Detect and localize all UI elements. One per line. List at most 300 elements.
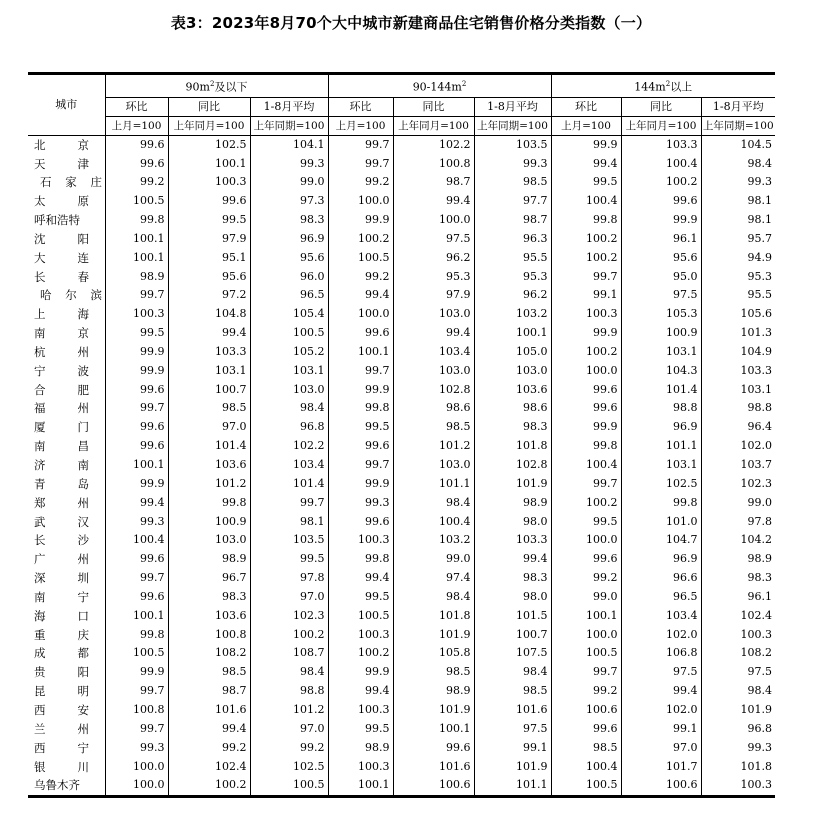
index-value: 95.6 (168, 268, 250, 287)
index-value: 97.0 (250, 720, 328, 739)
table-row (28, 192, 775, 211)
index-value: 98.3 (250, 211, 328, 230)
city-name: 西 安 (34, 702, 89, 717)
index-value: 98.7 (168, 682, 250, 701)
index-value: 98.9 (328, 739, 393, 758)
index-value: 96.7 (168, 569, 250, 588)
index-value: 99.4 (621, 682, 701, 701)
index-value: 98.6 (474, 399, 551, 418)
index-value: 102.8 (474, 456, 551, 475)
index-value: 99.8 (551, 437, 621, 456)
index-value: 99.3 (250, 155, 328, 174)
index-value: 101.5 (474, 607, 551, 626)
index-value: 99.8 (328, 399, 393, 418)
index-value: 103.1 (621, 456, 701, 475)
index-value: 100.6 (393, 776, 474, 796)
city-name: 贵 阳 (34, 665, 89, 680)
index-value: 99.4 (393, 324, 474, 343)
table-row (28, 758, 775, 777)
index-value: 99.3 (474, 155, 551, 174)
city-name: 深 圳 (34, 571, 89, 586)
index-value: 104.8 (168, 305, 250, 324)
table-row (28, 173, 775, 192)
index-value: 98.9 (168, 550, 250, 569)
index-value: 102.2 (393, 135, 474, 154)
index-value: 100.2 (328, 644, 393, 663)
index-value: 99.9 (328, 663, 393, 682)
index-value: 99.6 (328, 324, 393, 343)
index-value: 103.4 (621, 607, 701, 626)
index-value: 99.5 (328, 720, 393, 739)
index-value: 99.3 (701, 739, 775, 758)
index-value: 99.1 (621, 720, 701, 739)
index-value: 99.0 (393, 550, 474, 569)
index-value: 100.3 (701, 776, 775, 796)
index-value: 105.2 (250, 343, 328, 362)
index-value: 99.7 (250, 494, 328, 513)
index-value: 99.5 (250, 550, 328, 569)
index-value: 100.0 (105, 776, 168, 796)
index-value: 99.6 (105, 418, 168, 437)
index-value: 99.7 (105, 286, 168, 305)
city-name: 福 州 (34, 401, 89, 416)
index-value: 108.7 (250, 644, 328, 663)
index-value: 99.7 (105, 399, 168, 418)
table-row (28, 324, 775, 343)
index-value: 95.1 (168, 249, 250, 268)
index-value: 97.9 (393, 286, 474, 305)
index-value: 100.3 (328, 531, 393, 550)
table-row (28, 230, 775, 249)
index-value: 103.1 (701, 381, 775, 400)
table-row (28, 569, 775, 588)
index-value: 99.4 (328, 569, 393, 588)
city-name: 郑 州 (34, 495, 89, 510)
index-value: 101.9 (474, 475, 551, 494)
index-value: 103.3 (168, 343, 250, 362)
index-value: 98.4 (701, 682, 775, 701)
index-value: 100.3 (328, 758, 393, 777)
index-value: 100.1 (105, 249, 168, 268)
index-value: 99.9 (105, 362, 168, 381)
index-value: 99.2 (250, 739, 328, 758)
city-name: 海 口 (34, 608, 89, 623)
index-value: 100.3 (328, 626, 393, 645)
city-name: 合 肥 (34, 382, 89, 397)
index-value: 99.6 (105, 437, 168, 456)
index-value: 96.0 (250, 268, 328, 287)
index-value: 100.4 (621, 155, 701, 174)
index-value: 102.5 (250, 758, 328, 777)
index-value: 100.9 (621, 324, 701, 343)
index-value: 99.6 (551, 399, 621, 418)
index-value: 99.6 (551, 720, 621, 739)
index-value: 98.7 (474, 211, 551, 230)
base-header: 上年同期=100 (474, 116, 551, 135)
table-row (28, 437, 775, 456)
index-value: 100.2 (328, 230, 393, 249)
page-title: 表3：2023年8月70个大中城市新建商品住宅销售价格分类指数（一） (170, 14, 652, 32)
index-value: 95.3 (393, 268, 474, 287)
index-value: 95.7 (701, 230, 775, 249)
index-value: 99.8 (621, 494, 701, 513)
index-value: 98.5 (393, 663, 474, 682)
index-value: 103.3 (474, 531, 551, 550)
sub-header: 1-8月平均 (701, 97, 775, 116)
index-value: 99.2 (105, 173, 168, 192)
city-name: 大 连 (34, 250, 89, 265)
index-value: 103.0 (393, 456, 474, 475)
index-value: 97.0 (168, 418, 250, 437)
city-name: 南 昌 (34, 439, 89, 454)
city-name: 南 京 (34, 326, 89, 341)
city-name: 乌鲁木齐 (28, 776, 105, 796)
index-value: 99.8 (551, 211, 621, 230)
group-header-over-144: $144m^2$以上 (551, 74, 775, 98)
table-row (28, 155, 775, 174)
index-value: 102.8 (393, 381, 474, 400)
index-value: 99.9 (328, 381, 393, 400)
index-value: 99.4 (328, 682, 393, 701)
index-value: 96.8 (250, 418, 328, 437)
index-value: 103.0 (168, 531, 250, 550)
index-value: 107.5 (474, 644, 551, 663)
index-value: 102.5 (168, 135, 250, 154)
index-value: 100.2 (250, 626, 328, 645)
index-value: 100.4 (551, 758, 621, 777)
index-value: 100.6 (551, 701, 621, 720)
index-value: 104.9 (701, 343, 775, 362)
index-value: 99.2 (328, 268, 393, 287)
index-value: 99.6 (393, 739, 474, 758)
index-value: 99.6 (328, 437, 393, 456)
index-value: 105.8 (393, 644, 474, 663)
index-value: 101.9 (701, 701, 775, 720)
index-value: 96.2 (393, 249, 474, 268)
index-value: 96.1 (621, 230, 701, 249)
index-value: 98.4 (393, 494, 474, 513)
table-row (28, 663, 775, 682)
index-value: 99.1 (474, 739, 551, 758)
index-value: 100.1 (328, 343, 393, 362)
city-name: 青 岛 (34, 476, 89, 491)
city-name: 昆 明 (34, 684, 89, 699)
index-value: 102.3 (701, 475, 775, 494)
index-value: 100.5 (328, 607, 393, 626)
group-header-under-90: $90m^2$及以下 (105, 74, 328, 98)
index-value: 102.0 (701, 437, 775, 456)
index-value: 96.1 (701, 588, 775, 607)
index-value: 100.9 (168, 513, 250, 532)
index-value: 99.6 (551, 550, 621, 569)
index-value: 99.7 (328, 362, 393, 381)
table-row (28, 268, 775, 287)
index-value: 99.9 (105, 663, 168, 682)
index-value: 100.4 (105, 531, 168, 550)
index-value: 102.0 (621, 701, 701, 720)
index-value: 99.6 (328, 513, 393, 532)
index-value: 106.8 (621, 644, 701, 663)
city-name: 兰 州 (34, 721, 89, 736)
city-name: 南 宁 (34, 589, 89, 604)
index-value: 96.9 (250, 230, 328, 249)
index-value: 102.5 (621, 475, 701, 494)
group-header-90-144: $90-144m^2$ (328, 74, 551, 98)
table-row (28, 531, 775, 550)
index-value: 99.9 (105, 475, 168, 494)
index-value: 99.8 (328, 550, 393, 569)
index-value: 104.1 (250, 135, 328, 154)
table-row (28, 720, 775, 739)
index-value: 98.8 (621, 399, 701, 418)
index-value: 101.9 (474, 758, 551, 777)
sub-header: 同比 (393, 97, 474, 116)
index-value: 99.5 (328, 588, 393, 607)
index-value: 99.6 (168, 192, 250, 211)
index-value: 98.5 (168, 399, 250, 418)
index-value: 99.2 (551, 569, 621, 588)
index-value: 100.8 (105, 701, 168, 720)
index-value: 98.9 (393, 682, 474, 701)
index-value: 103.1 (250, 362, 328, 381)
index-value: 99.9 (551, 324, 621, 343)
table-row (28, 399, 775, 418)
index-value: 99.6 (621, 192, 701, 211)
index-value: 98.5 (474, 682, 551, 701)
index-value: 98.5 (168, 663, 250, 682)
index-value: 98.9 (105, 268, 168, 287)
index-value: 99.6 (105, 135, 168, 154)
index-value: 95.0 (621, 268, 701, 287)
index-value: 105.4 (250, 305, 328, 324)
sub-header: 环比 (105, 97, 168, 116)
index-value: 99.7 (328, 456, 393, 475)
index-value: 100.5 (551, 776, 621, 796)
index-value: 96.9 (621, 550, 701, 569)
index-value: 99.4 (474, 550, 551, 569)
index-value: 100.0 (551, 531, 621, 550)
index-value: 101.6 (168, 701, 250, 720)
table-row (28, 286, 775, 305)
index-value: 100.3 (168, 173, 250, 192)
table-row (28, 607, 775, 626)
index-value: 101.2 (393, 437, 474, 456)
city-name: 呼和浩特 (34, 213, 80, 228)
index-value: 102.2 (250, 437, 328, 456)
index-value: 99.6 (105, 155, 168, 174)
index-value: 95.3 (701, 268, 775, 287)
index-value: 103.0 (393, 305, 474, 324)
index-value: 99.2 (328, 173, 393, 192)
index-value: 98.3 (474, 569, 551, 588)
index-value: 100.2 (551, 249, 621, 268)
index-value: 103.4 (393, 343, 474, 362)
index-value: 100.1 (551, 607, 621, 626)
index-value: 100.0 (551, 362, 621, 381)
index-value: 95.6 (621, 249, 701, 268)
table-row (28, 418, 775, 437)
index-value: 100.5 (105, 192, 168, 211)
index-value: 94.9 (701, 249, 775, 268)
index-value: 103.3 (701, 362, 775, 381)
index-value: 100.2 (621, 173, 701, 192)
index-value: 97.3 (250, 192, 328, 211)
index-value: 97.5 (701, 663, 775, 682)
index-value: 108.2 (168, 644, 250, 663)
index-value: 98.0 (474, 588, 551, 607)
index-value: 99.7 (328, 135, 393, 154)
index-value: 100.1 (105, 456, 168, 475)
index-value: 100.3 (551, 305, 621, 324)
index-value: 100.2 (551, 230, 621, 249)
index-value: 103.0 (474, 362, 551, 381)
index-value: 99.7 (551, 663, 621, 682)
price-index-table (28, 72, 775, 798)
index-value: 98.5 (551, 739, 621, 758)
index-value: 100.8 (168, 626, 250, 645)
index-value: 100.0 (393, 211, 474, 230)
index-value: 99.2 (551, 682, 621, 701)
base-header: 上年同月=100 (168, 116, 250, 135)
city-name: 厦 门 (34, 420, 89, 435)
table-row (28, 135, 775, 154)
table-row (28, 494, 775, 513)
base-header: 上年同月=100 (393, 116, 474, 135)
index-value: 96.5 (250, 286, 328, 305)
index-value: 100.7 (168, 381, 250, 400)
table-row (28, 739, 775, 758)
index-value: 100.0 (551, 626, 621, 645)
index-value: 101.6 (474, 701, 551, 720)
index-value: 103.6 (168, 607, 250, 626)
index-value: 99.9 (551, 135, 621, 154)
index-value: 101.8 (393, 607, 474, 626)
city-name: 广 州 (34, 552, 89, 567)
index-value: 100.6 (621, 776, 701, 796)
index-value: 97.5 (474, 720, 551, 739)
index-value: 99.9 (328, 211, 393, 230)
index-value: 100.1 (393, 720, 474, 739)
index-value: 100.1 (105, 230, 168, 249)
index-value: 103.7 (701, 456, 775, 475)
index-value: 98.4 (250, 663, 328, 682)
table-row (28, 211, 775, 230)
index-value: 99.0 (250, 173, 328, 192)
index-value: 97.7 (474, 192, 551, 211)
index-value: 101.2 (250, 701, 328, 720)
index-value: 98.9 (474, 494, 551, 513)
index-value: 103.5 (474, 135, 551, 154)
index-value: 99.3 (328, 494, 393, 513)
index-value: 105.3 (621, 305, 701, 324)
index-value: 104.5 (701, 135, 775, 154)
index-value: 99.3 (105, 739, 168, 758)
index-value: 100.2 (168, 776, 250, 796)
index-value: 100.5 (250, 324, 328, 343)
index-value: 98.7 (393, 173, 474, 192)
table-row (28, 456, 775, 475)
index-value: 99.8 (105, 626, 168, 645)
index-value: 103.0 (393, 362, 474, 381)
index-value: 98.1 (701, 211, 775, 230)
index-value: 97.5 (621, 286, 701, 305)
index-value: 99.2 (168, 739, 250, 758)
index-value: 98.9 (701, 550, 775, 569)
index-value: 100.8 (393, 155, 474, 174)
index-value: 100.5 (551, 644, 621, 663)
index-value: 100.1 (168, 155, 250, 174)
index-value: 96.3 (474, 230, 551, 249)
index-value: 99.7 (105, 682, 168, 701)
index-value: 98.4 (250, 399, 328, 418)
index-value: 102.3 (250, 607, 328, 626)
index-value: 105.6 (701, 305, 775, 324)
base-header: 上月=100 (105, 116, 168, 135)
index-value: 101.8 (701, 758, 775, 777)
index-value: 96.8 (701, 720, 775, 739)
index-value: 97.2 (168, 286, 250, 305)
index-value: 99.5 (551, 173, 621, 192)
city-name: 成 都 (34, 646, 89, 661)
index-value: 99.1 (551, 286, 621, 305)
index-value: 99.5 (328, 418, 393, 437)
table-row (28, 305, 775, 324)
index-value: 97.9 (168, 230, 250, 249)
index-value: 99.8 (168, 494, 250, 513)
table-row (28, 475, 775, 494)
table-row (28, 776, 775, 796)
index-value: 101.4 (250, 475, 328, 494)
table-row (28, 682, 775, 701)
index-value: 101.1 (393, 475, 474, 494)
index-value: 99.5 (551, 513, 621, 532)
city-column-header: 城市 (28, 74, 105, 136)
index-value: 104.3 (621, 362, 701, 381)
index-value: 101.7 (621, 758, 701, 777)
index-value: 99.9 (621, 211, 701, 230)
sub-header: 同比 (621, 97, 701, 116)
index-value: 98.1 (250, 513, 328, 532)
city-name: 天 津 (34, 156, 89, 171)
index-value: 95.5 (474, 249, 551, 268)
index-value: 100.3 (105, 305, 168, 324)
index-value: 101.8 (474, 437, 551, 456)
index-value: 97.5 (621, 663, 701, 682)
index-value: 101.1 (474, 776, 551, 796)
index-value: 99.3 (105, 513, 168, 532)
index-value: 100.1 (105, 607, 168, 626)
base-header: 上年同月=100 (621, 116, 701, 135)
sub-header: 环比 (551, 97, 621, 116)
base-header: 上月=100 (328, 116, 393, 135)
index-value: 108.2 (701, 644, 775, 663)
city-name: 上 海 (34, 307, 89, 322)
index-value: 99.7 (551, 475, 621, 494)
index-value: 98.3 (168, 588, 250, 607)
index-value: 103.2 (393, 531, 474, 550)
index-value: 102.4 (701, 607, 775, 626)
city-name: 太 原 (34, 194, 89, 209)
index-value: 99.4 (105, 494, 168, 513)
index-value: 100.5 (328, 249, 393, 268)
index-value: 97.0 (250, 588, 328, 607)
index-value: 100.1 (474, 324, 551, 343)
city-name: 长 沙 (34, 533, 89, 548)
city-name: 北 京 (34, 137, 89, 152)
index-value: 101.0 (621, 513, 701, 532)
index-value: 101.2 (168, 475, 250, 494)
base-header: 上年同期=100 (250, 116, 328, 135)
